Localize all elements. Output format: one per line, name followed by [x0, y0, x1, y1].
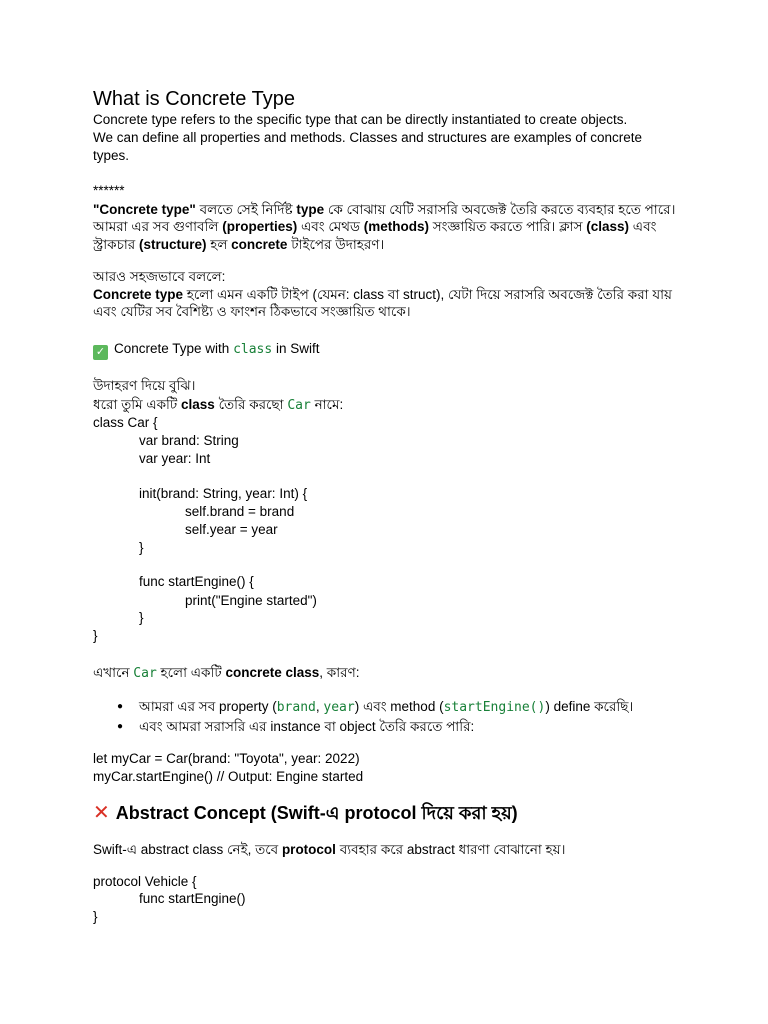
- code-line: self.brand = brand: [185, 504, 295, 519]
- code-line: var brand: String: [139, 433, 239, 448]
- intro-line-2: We can define all properties and methods. Classes and structures are examples of concrete: [93, 130, 643, 145]
- example-line-1: উদাহরণ দিয়ে বুঝি।: [93, 378, 196, 393]
- bn-para1-line-1: "Concrete type" বলতে সেই নির্দিষ্ট type কে বোঝায় যেটি সরাসরি অবজেক্ট তৈরি করতে ব্যবহার হতে পারে।: [93, 202, 676, 217]
- bullet-item-1: আমরা এর সব property (brand, year) এবং method (startEngine()) define করেছি।: [139, 699, 634, 715]
- cross-mark-icon: ✕: [93, 802, 110, 824]
- code-line: }: [139, 610, 144, 625]
- bn-para2-line-2: Concrete type হলো এমন একটি টাইপ (যেমন: class বা struct), যেটা দিয়ে সরাসরি অবজেক্ট তৈরি করা যায়: [93, 287, 672, 302]
- code-line: func startEngine(): [139, 891, 246, 906]
- example-line-2: ধরো তুমি একটি class তৈরি করছো Car নামে:: [93, 397, 344, 413]
- explain-line: এখানে Car হলো একটি concrete class, কারণ:: [93, 665, 360, 681]
- intro-line-3: types.: [93, 148, 130, 163]
- code-line: }: [93, 628, 98, 643]
- bn-para2-line-1: আরও সহজভাবে বললে:: [93, 269, 226, 284]
- bn-para2-line-3: এবং যেটির সব বৈশিষ্ট্য ও ফাংশন ঠিকভাবে সংজ্ঞায়িত থাকে।: [93, 304, 411, 319]
- separator: ******: [93, 183, 125, 198]
- bn-para1-line-2: আমরা এর সব গুণাবলি (properties) এবং মেথড (methods) সংজ্ঞায়িত করতে পারি। ক্লাস (class) এবং: [93, 219, 657, 234]
- code-line: func startEngine() {: [139, 574, 254, 589]
- bullet-dot: ●: [117, 721, 124, 732]
- page-title: What is Concrete Type: [93, 88, 295, 110]
- usage-line-1: let myCar = Car(brand: "Toyota", year: 2022): [93, 751, 360, 766]
- check-mark-icon: ✓: [93, 345, 108, 360]
- section-heading-concrete: ✓ Concrete Type with class in Swift: [93, 340, 319, 360]
- usage-line-2: myCar.startEngine() // Output: Engine started: [93, 769, 364, 784]
- code-line: class Car {: [93, 415, 158, 430]
- intro-line-1: Concrete type refers to the specific type that can be directly instantiated to create objects.: [93, 112, 628, 127]
- section-heading-abstract: ✕ Abstract Concept (Swift-এ protocol দিয়ে করা হয়): [93, 802, 518, 824]
- bullet-item-2: এবং আমরা সরাসরি এর instance বা object তৈরি করতে পারি:: [139, 719, 475, 734]
- code-line: init(brand: String, year: Int) {: [139, 486, 308, 501]
- swift-note: Swift-এ abstract class নেই, তবে protocol ব্যবহার করে abstract ধারণা বোঝানো হয়।: [93, 842, 566, 857]
- bullet-dot: ●: [117, 701, 124, 712]
- code-line: }: [139, 540, 144, 555]
- code-line: self.year = year: [185, 522, 278, 537]
- code-line: var year: Int: [139, 451, 211, 466]
- bn-para1-line-3: স্ট্রাকচার (structure) হল concrete টাইপের উদাহরণ।: [93, 237, 385, 252]
- code-line: }: [93, 909, 98, 924]
- code-line: print("Engine started"): [185, 593, 317, 608]
- code-line: protocol Vehicle {: [93, 874, 197, 889]
